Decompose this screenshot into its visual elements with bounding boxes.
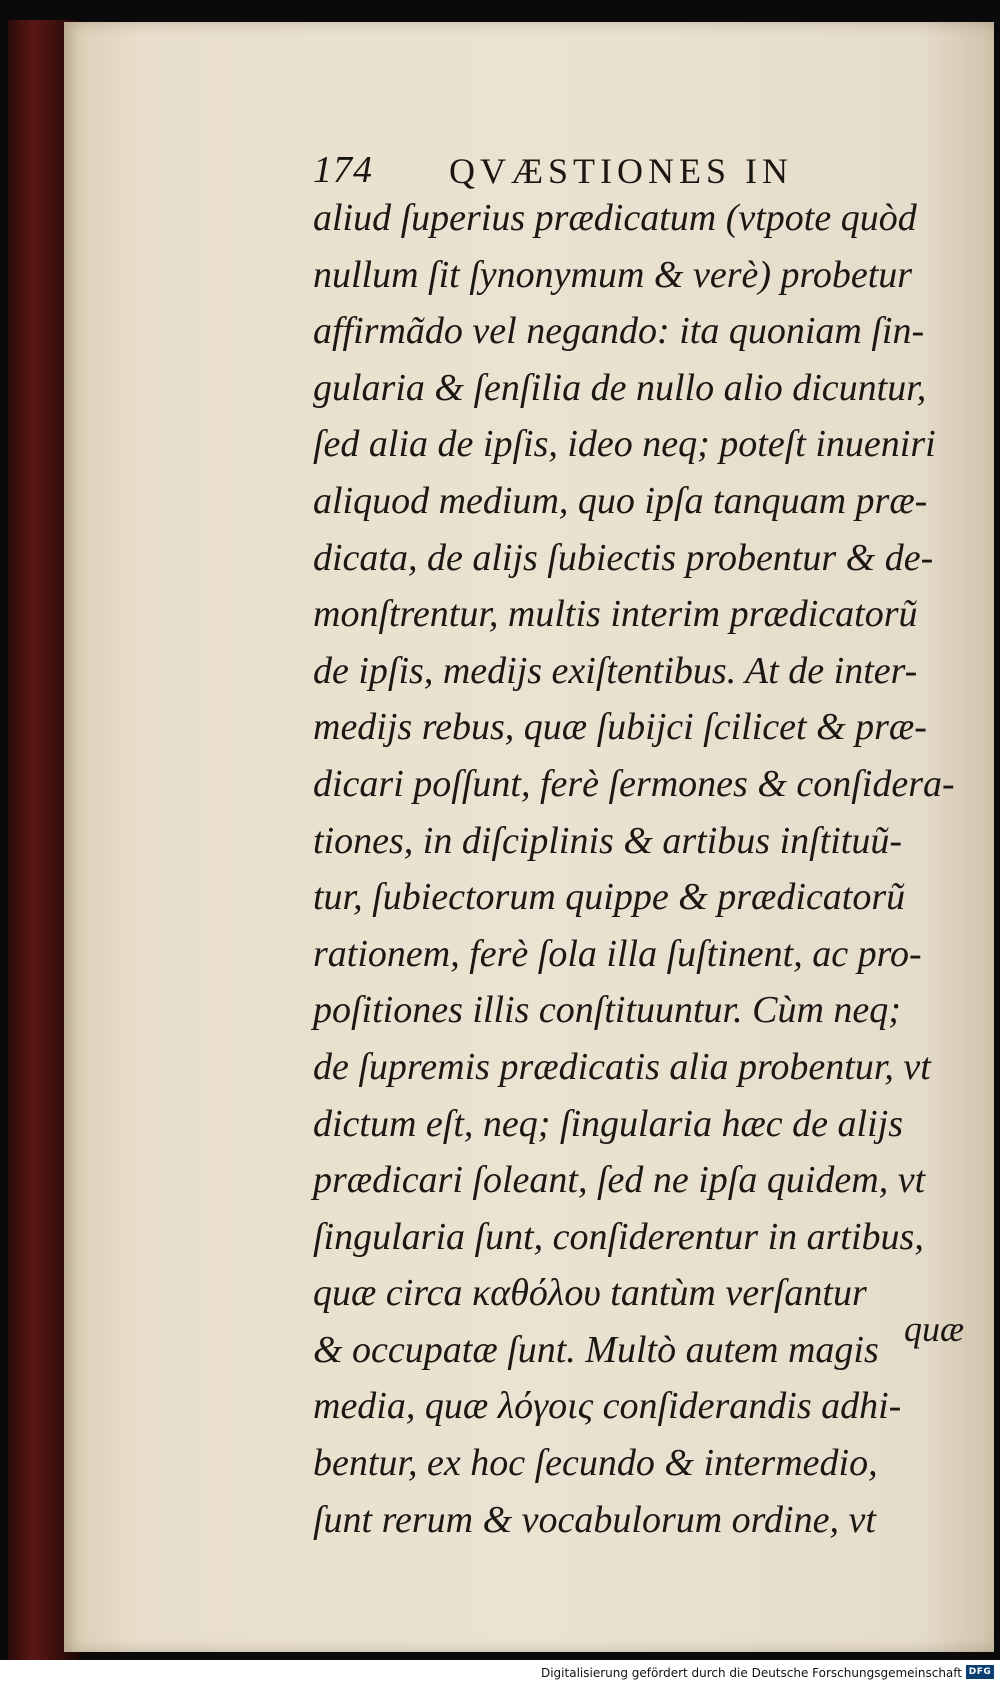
text-line: aliquod medium, quo ipſa tanquam præ- <box>313 479 928 522</box>
running-title: QVÆSTIONES IN <box>449 151 793 191</box>
text-line: dicata, de alijs ſubiectis probentur & de- <box>313 536 934 579</box>
text-line: gularia & ſenſilia de nullo alio dicuntur, <box>313 366 927 409</box>
body-text <box>313 190 963 1548</box>
text-line: media, quæ λόγοις conſiderandis adhi- <box>313 1385 902 1428</box>
text-line: poſitiones illis conſtituuntur. Cùm neq; <box>313 989 901 1032</box>
page-number: 174 <box>313 149 373 191</box>
text-line: & occupatæ ſunt. Multò autem magis <box>313 1328 879 1371</box>
text-line: de ipſis, medijs exiſtentibus. At de inter- <box>313 649 918 692</box>
text-line: ſed alia de ipſis, ideo neq; poteſt inueniri <box>313 423 936 466</box>
dfg-logo: DFG <box>966 1665 994 1679</box>
text-line: tiones, in diſciplinis & artibus inſtituũ- <box>313 819 903 862</box>
text-line: ſunt rerum & vocabulorum ordine, vt <box>313 1498 876 1541</box>
text-line: tur, ſubiectorum quippe & prædicatorũ <box>313 876 906 919</box>
text-line: quæ circa καθόλου tantùm verſantur <box>313 1272 867 1315</box>
footer-bar <box>0 1660 1000 1685</box>
catchword: quæ <box>904 1309 965 1349</box>
funding-credit: Digitalisierung gefördert durch die Deutsche Forschungsgemeinschaft <box>540 1666 962 1680</box>
text-line: affirmãdo vel negando: ita quoniam ſin- <box>313 310 925 353</box>
text-line: nullum ſit ſynonymum & verè) probetur <box>313 253 913 296</box>
text-line: dictum eſt, neq; ſingularia hæc de alijs <box>313 1102 903 1145</box>
text-line: ſingularia ſunt, conſiderentur in artibus, <box>313 1215 924 1258</box>
text-line: aliud ſuperius prædicatum (vtpote quòd <box>313 197 917 239</box>
text-line: medijs rebus, quæ ſubijci ſcilicet & præ- <box>313 706 927 749</box>
text-line: dicari poſſunt, ferè ſermones & conſidera- <box>313 762 955 805</box>
text-line: prædicari ſoleant, ſed ne ipſa quidem, vt <box>313 1159 926 1202</box>
text-line: de ſupremis prædicatis alia probentur, vt <box>313 1045 931 1088</box>
text-line: bentur, ex hoc ſecundo & intermedio, <box>313 1442 878 1485</box>
text-line: monſtrentur, multis interim prædicatorũ <box>313 593 918 636</box>
text-line: rationem, ferè ſola illa ſuſtinent, ac pro- <box>313 932 922 975</box>
